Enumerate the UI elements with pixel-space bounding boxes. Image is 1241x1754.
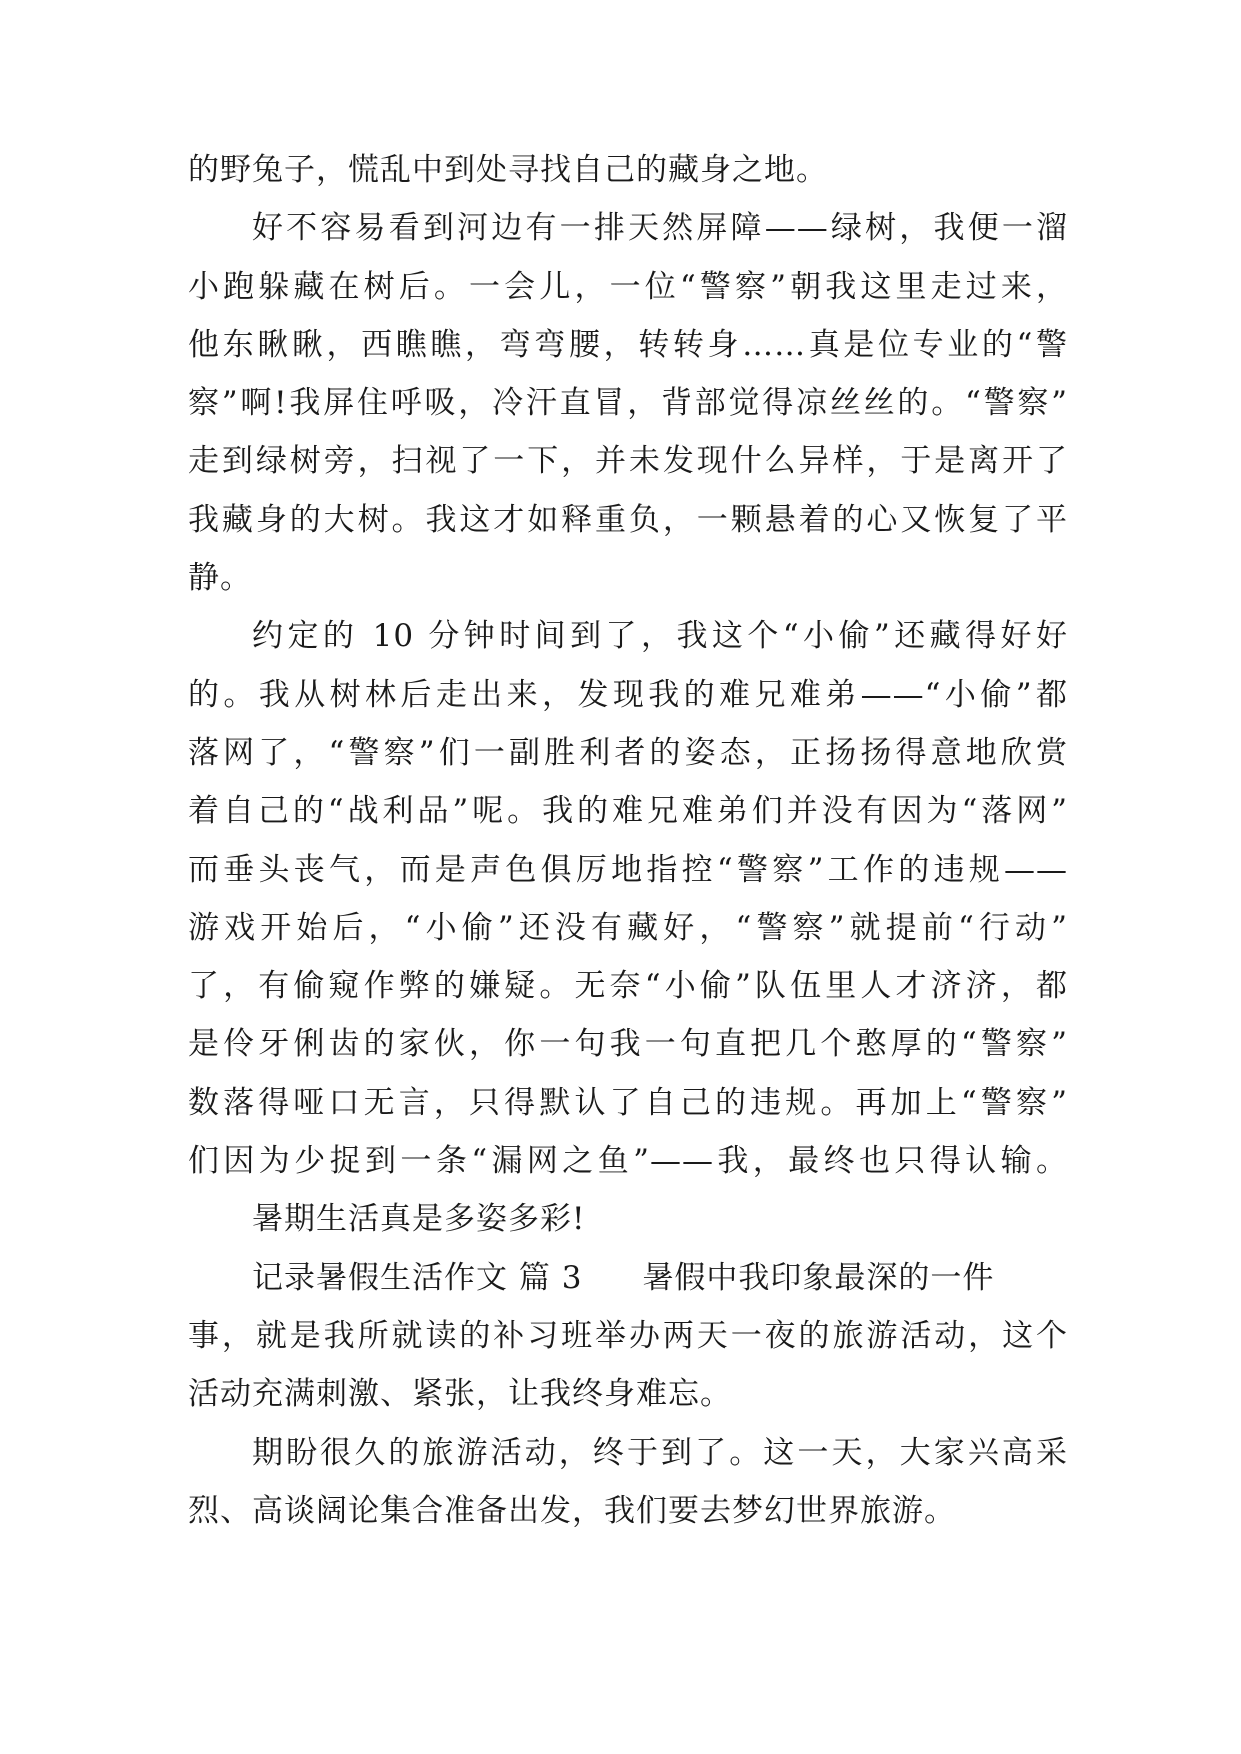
text-line: 我藏身的大树。我这才如释重负，一颗悬着的心又恢复了平 — [188, 501, 1068, 538]
section-heading-tail: 暑假中我印象最深的一件 — [642, 1259, 995, 1296]
document-body — [188, 141, 1068, 1540]
text-line: 了，有偷窥作弊的嫌疑。无奈“小偷”队伍里人才济济，都 — [188, 968, 1068, 1005]
text-line: 小跑躲藏在树后。一会儿，一位“警察”朝我这里走过来， — [188, 268, 1068, 305]
text-line: 游戏开始后，“小偷”还没有藏好，“警察”就提前“行动” — [188, 909, 1068, 946]
text-line: 好不容易看到河边有一排天然屏障——绿树，我便一溜 — [252, 210, 1068, 247]
text-line: 而垂头丧气，而是声色俱厉地指控“警察”工作的违规—— — [188, 851, 1068, 888]
text-line: 们因为少捉到一条“漏网之鱼”——我，最终也只得认输。 — [188, 1143, 1068, 1180]
text-line: 事，就是我所就读的补习班举办两天一夜的旅游活动，这个 — [188, 1317, 1068, 1354]
text-line: 静。 — [188, 560, 252, 597]
text-line: 活动充满刺激、紧张，让我终身难忘。 — [188, 1376, 732, 1413]
text-line: 着自己的“战利品”呢。我的难兄难弟们并没有因为“落网” — [188, 793, 1068, 830]
section-heading: 记录暑假生活作文 篇 3 — [252, 1259, 583, 1296]
text-line: 走到绿树旁，扫视了一下，并未发现什么异样，于是离开了 — [188, 443, 1068, 480]
text-line: 是伶牙俐齿的家伙，你一句我一句直把几个憨厚的“警察” — [188, 1026, 1068, 1063]
text-line: 落网了，“警察”们一副胜利者的姿态，正扬扬得意地欣赏 — [188, 734, 1068, 771]
text-line: 他东瞅瞅，西瞧瞧，弯弯腰，转转身……真是位专业的“警 — [188, 326, 1068, 363]
text-line: 期盼很久的旅游活动，终于到了。这一天，大家兴高采 — [252, 1434, 1068, 1471]
text-line: 数落得哑口无言，只得默认了自己的违规。再加上“警察” — [188, 1084, 1068, 1121]
text-line: 烈、高谈阔论集合准备出发，我们要去梦幻世界旅游。 — [188, 1492, 956, 1529]
text-line: 察”啊!我屏住呼吸，冷汗直冒，背部觉得凉丝丝的。“警察” — [188, 385, 1068, 422]
text-line: 的。我从树林后走出来，发现我的难兄难弟——“小偷”都 — [188, 676, 1068, 713]
section-heading-line — [188, 1249, 1068, 1307]
text-line: 约定的 10 分钟时间到了，我这个“小偷”还藏得好好 — [252, 618, 1068, 655]
text-line: 暑期生活真是多姿多彩! — [252, 1201, 586, 1238]
text-line: 的野兔子，慌乱中到处寻找自己的藏身之地。 — [188, 152, 828, 188]
